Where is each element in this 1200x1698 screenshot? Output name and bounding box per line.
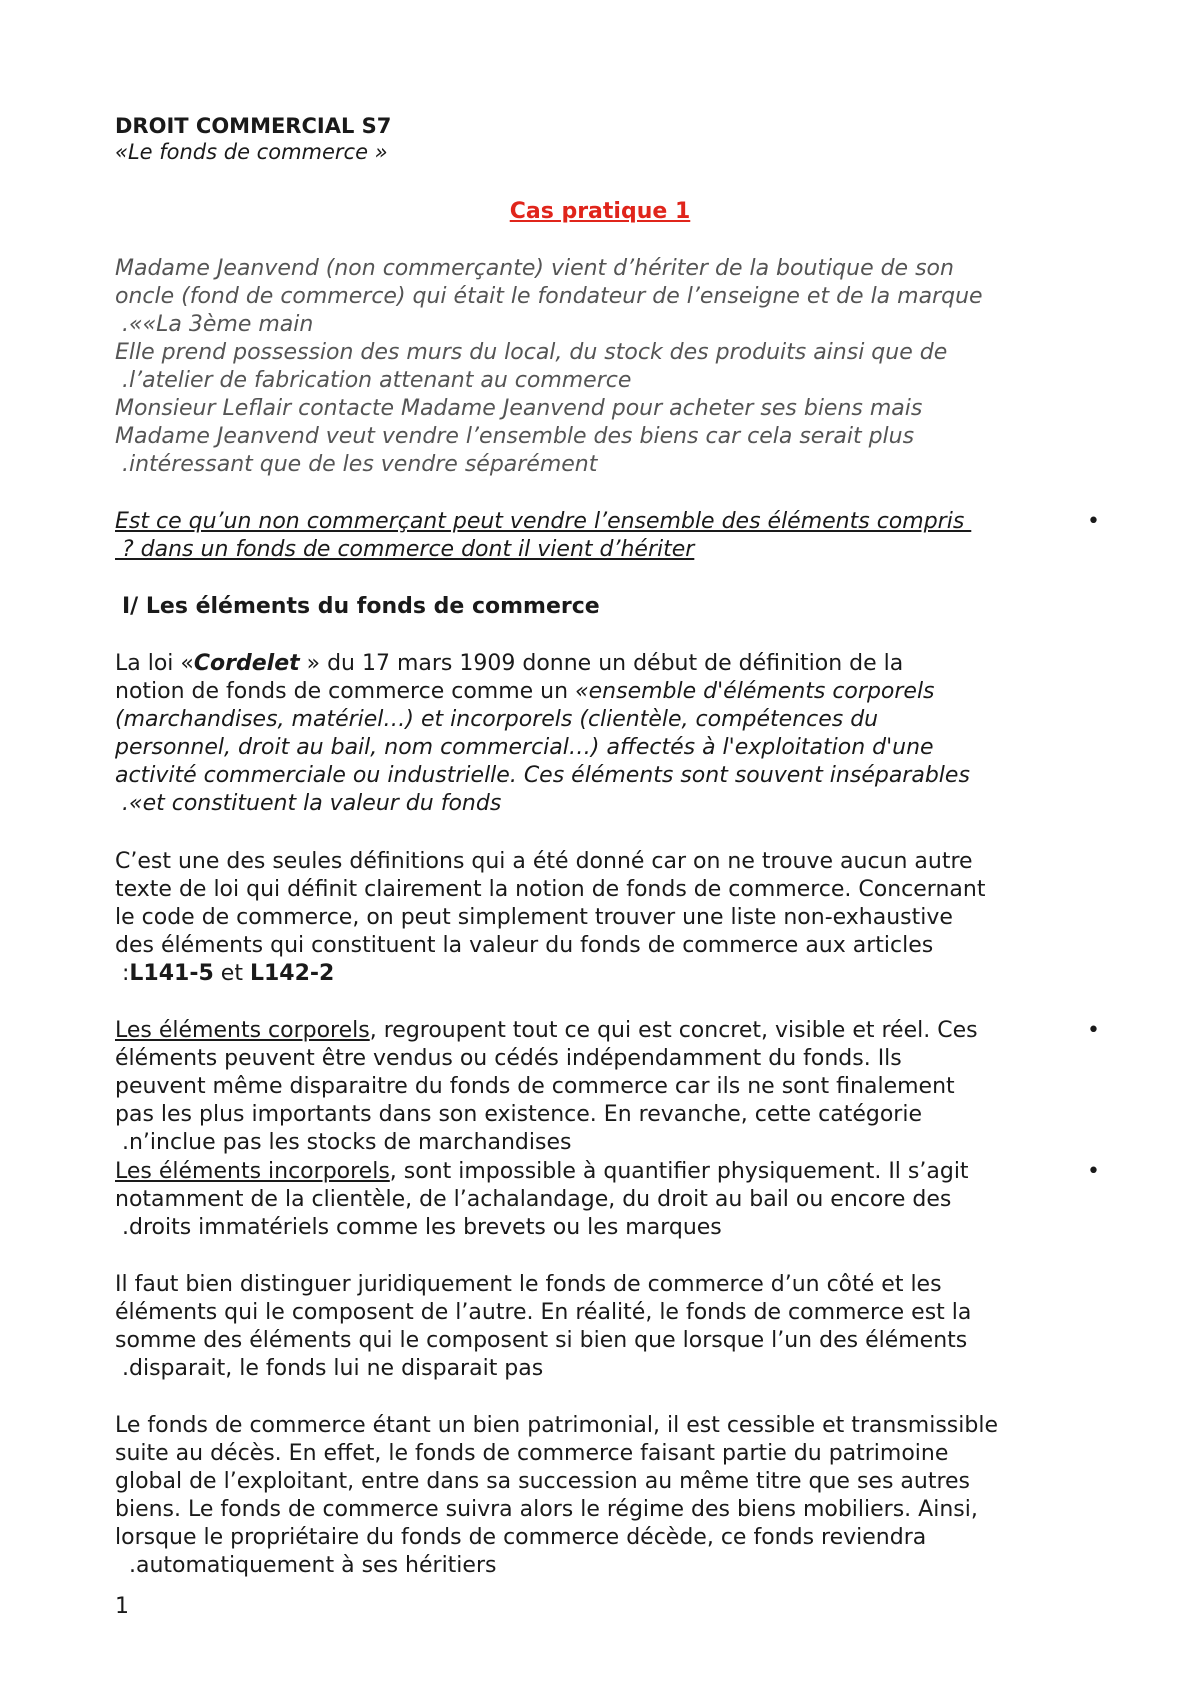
text-run: , sont impossible à quantifier physiquement. Il s’agit xyxy=(389,1159,969,1184)
text-line: biens. Le fonds de commerce suivra alors le régime des biens mobiliers. Ainsi, xyxy=(115,1497,978,1522)
paragraph-intro xyxy=(115,650,970,818)
bullet-icon: • xyxy=(1087,1018,1100,1043)
list-item-corporels xyxy=(115,1017,978,1157)
section-title: I/ Les éléments du fonds de commerce xyxy=(122,594,600,619)
text-run: , regroupent tout ce qui est concret, visible et réel. Ces xyxy=(369,1018,978,1043)
case-line: .l’atelier de fabrication attenant au commerce xyxy=(115,368,632,393)
text-line: global de l’exploitant, entre dans sa succession au même titre que ses autres xyxy=(115,1469,971,1494)
text-line: le code de commerce, on peut simplement trouver une liste non-exhaustive xyxy=(115,905,953,930)
bullet-icon: • xyxy=(1087,1159,1100,1184)
bullet-icon: • xyxy=(1087,509,1100,534)
case-line: Madame Jeanvend veut vendre l’ensemble des biens car cela serait plus xyxy=(115,424,915,449)
case-line: .intéressant que de les vendre séparément xyxy=(115,452,598,477)
text-line: peuvent même disparaitre du fonds de commerce car ils ne sont finalement xyxy=(115,1074,955,1099)
case-line: oncle (fond de commerce) qui était le fondateur de l’enseigne et de la marque xyxy=(115,284,983,309)
case-question xyxy=(115,508,971,564)
text-line: .droits immatériels comme les brevets ou les marques xyxy=(115,1215,722,1240)
text-line: pas les plus importants dans son existence. En revanche, cette catégorie xyxy=(115,1102,922,1127)
text-line: éléments peuvent être vendus ou cédés indépendamment du fonds. Ils xyxy=(115,1046,902,1071)
case-line: Madame Jeanvend (non commerçante) vient d’hériter de la boutique de son xyxy=(115,256,954,281)
text-line: lorsque le propriétaire du fonds de commerce décède, ce fonds reviendra xyxy=(115,1525,927,1550)
law-name: Cordelet xyxy=(193,651,300,676)
case-line: Monsieur Leflair contacte Madame Jeanvend pour acheter ses biens mais xyxy=(115,396,923,421)
quote-line: activité commerciale ou industrielle. Ces éléments sont souvent inséparables xyxy=(115,763,970,788)
text-line: des éléments qui constituent la valeur du fonds de commerce aux articles xyxy=(115,933,934,958)
text-run: » du 17 mars 1909 donne un début de définition de la xyxy=(299,651,904,676)
case-line: Elle prend possession des murs du local, du stock des produits ainsi que de xyxy=(115,340,948,365)
text-line: .automatiquement à ses héritiers xyxy=(115,1553,497,1578)
document-subtitle: «Le fonds de commerce » xyxy=(115,140,388,164)
text-run: La loi « xyxy=(115,651,194,676)
text-line: C’est une des seules définitions qui a été donné car on ne trouve aucun autre xyxy=(115,849,973,874)
article-ref: L142-2 xyxy=(249,961,335,986)
paragraph-patrimoine xyxy=(115,1412,998,1580)
text-line: éléments qui le composent de l’autre. En réalité, le fonds de commerce est la xyxy=(115,1300,972,1325)
text-line: suite au décès. En effet, le fonds de commerce faisant partie du patrimoine xyxy=(115,1441,949,1466)
text-line: .n’inclue pas les stocks de marchandises xyxy=(115,1130,572,1155)
quote-line: personnel, droit au bail, nom commercial…) affectés à l'exploitation d'une xyxy=(115,735,934,760)
text-line: .disparait, le fonds lui ne disparait pas xyxy=(115,1356,544,1381)
question-line: Est ce qu’un non commerçant peut vendre l’ensemble des éléments compris xyxy=(115,509,972,534)
text-line: notamment de la clientèle, de l’achalandage, du droit au bail ou encore des xyxy=(115,1187,952,1212)
case-line: .««La 3ème main xyxy=(115,312,314,337)
article-ref: L141-5 xyxy=(129,961,214,986)
text-line: somme des éléments qui le composent si bien que lorsque l’un des éléments xyxy=(115,1328,968,1353)
question-line: ? dans un fonds de commerce dont il vient d’hériter xyxy=(115,537,695,562)
list-item-incorporels xyxy=(115,1158,969,1242)
text-line: Le fonds de commerce étant un bien patrimonial, il est cessible et transmissible xyxy=(115,1413,998,1438)
text-run: et xyxy=(213,961,250,986)
case-statement xyxy=(115,255,983,479)
paragraph-definition xyxy=(115,848,985,988)
quote-run: «ensemble d'éléments corporels xyxy=(575,679,935,704)
text-run: notion de fonds de commerce comme un xyxy=(115,679,576,704)
page-number: 1 xyxy=(115,1594,129,1619)
paragraph-distinction xyxy=(115,1271,971,1383)
document-title: DROIT COMMERCIAL S7 xyxy=(115,114,392,138)
quote-line: .«et constituent la valeur du fonds xyxy=(115,791,502,816)
text-line: texte de loi qui définit clairement la notion de fonds de commerce. Concernant xyxy=(115,877,986,902)
document-header xyxy=(115,113,391,165)
term: Les éléments incorporels xyxy=(115,1159,390,1184)
case-title: Cas pratique 1 xyxy=(509,199,691,224)
term: Les éléments corporels xyxy=(115,1018,370,1043)
quote-line: (marchandises, matériel…) et incorporels (clientèle, compétences du xyxy=(115,707,879,732)
text-line: Il faut bien distinguer juridiquement le fonds de commerce d’un côté et les xyxy=(115,1272,942,1297)
text-run: : xyxy=(115,961,130,986)
